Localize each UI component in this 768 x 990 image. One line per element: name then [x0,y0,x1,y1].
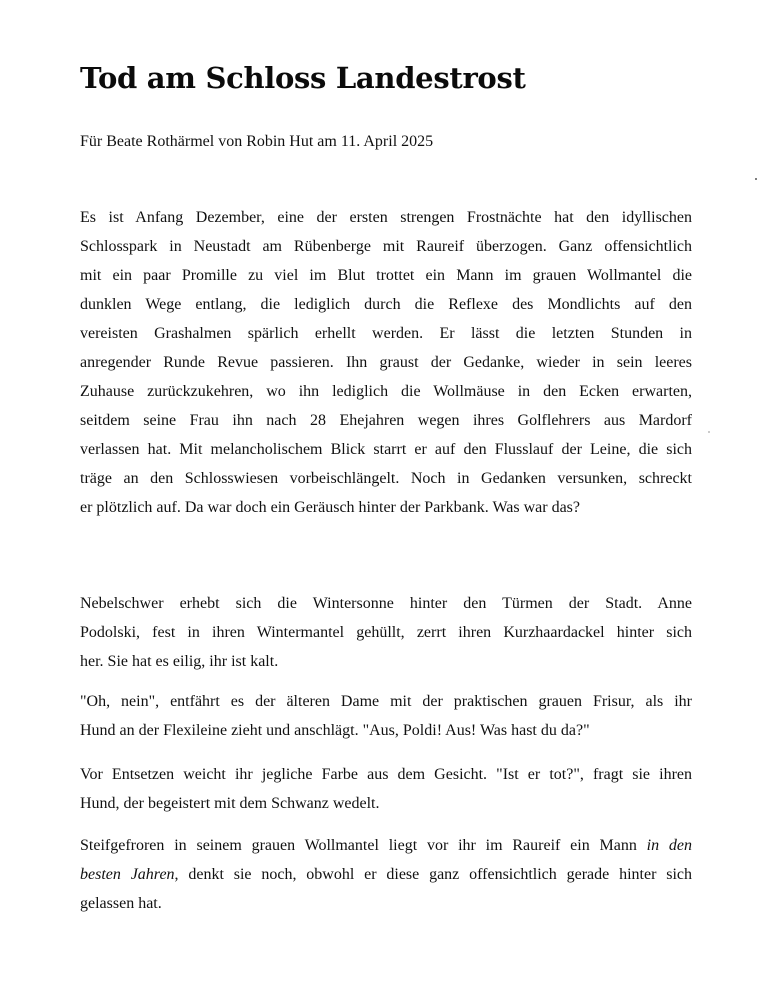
paragraph-line: her. Sie hat es eilig, ihr ist kalt. [80,653,279,670]
paragraph-3 [80,687,692,745]
paragraph-line: Es ist Anfang Dezember, eine der ersten strengen Frostnächte hat den idyllischen [80,209,692,226]
paragraph-line [80,831,692,860]
paragraph-5 [80,831,692,918]
paragraph-line: seitdem seine Frau ihn nach 28 Ehejahren wegen ihres Golflehrers aus Mardorf [80,412,692,429]
paragraph-line: gelassen hat. [80,895,162,912]
italic-text: in den [646,837,692,854]
paragraph-line: Vor Entsetzen weicht ihr jegliche Farbe aus dem Gesicht. "Ist er tot?", fragt sie ihren [80,766,692,783]
paragraph-line: mit ein paar Promille zu viel im Blut trottet ein Mann im grauen Wollmantel die [80,267,692,284]
paragraph-line [80,860,692,889]
paragraph-line: dunklen Wege entlang, die lediglich durch die Reflexe des Mondlichts auf den [80,296,692,313]
italic-text: besten Jahren [80,866,175,883]
paragraph-line: anregender Runde Revue passieren. Ihn graust der Gedanke, wieder in sein leeres [80,354,692,371]
paragraph-2 [80,589,692,676]
paragraph-1 [80,203,692,522]
scan-speck [755,178,757,180]
line-text: Steifgefroren in seinem grauen Wollmantel liegt vor ihr im Raureif ein Mann [80,837,647,854]
paragraph-line: Hund an der Flexileine zieht und anschlägt. "Aus, Poldi! Aus! Was hast du da?" [80,722,590,739]
paragraph-line: Zuhause zurückzukehren, wo ihn lediglich die Wollmäuse in den Ecken erwarten, [80,383,692,400]
document-title: Tod am Schloss Landestrost [80,61,526,95]
paragraph-line: Hund, der begeistert mit dem Schwanz wedelt. [80,795,380,812]
document-subtitle: Für Beate Rothärmel von Robin Hut am 11. April 2025 [80,133,434,150]
paragraph-line: Nebelschwer erhebt sich die Wintersonne hinter den Türmen der Stadt. Anne [80,595,692,612]
paragraph-line: er plötzlich auf. Da war doch ein Geräusch hinter der Parkbank. Was war das? [80,499,580,516]
paragraph-line: träge an den Schlosswiesen vorbeischlängelt. Noch in Gedanken versunken, schreckt [80,470,692,487]
paragraph-line: Schlosspark in Neustadt am Rübenberge mit Raureif überzogen. Ganz offensichtlich [80,238,692,255]
paragraph-line: Podolski, fest in ihren Wintermantel gehüllt, zerrt ihren Kurzhaardackel hinter sich [80,624,692,641]
paragraph-line: "Oh, nein", entfährt es der älteren Dame mit der praktischen grauen Frisur, als ihr [80,693,692,710]
paragraph-4 [80,760,692,818]
scan-speck [708,431,710,433]
paragraph-line: verlassen hat. Mit melancholischem Blick starrt er auf den Flusslauf der Leine, die sich [80,441,692,458]
paragraph-line: vereisten Grashalmen spärlich erhellt werden. Er lässt die letzten Stunden in [80,325,692,342]
line-text: , denkt sie noch, obwohl er diese ganz offensichtlich gerade hinter sich [174,866,692,883]
